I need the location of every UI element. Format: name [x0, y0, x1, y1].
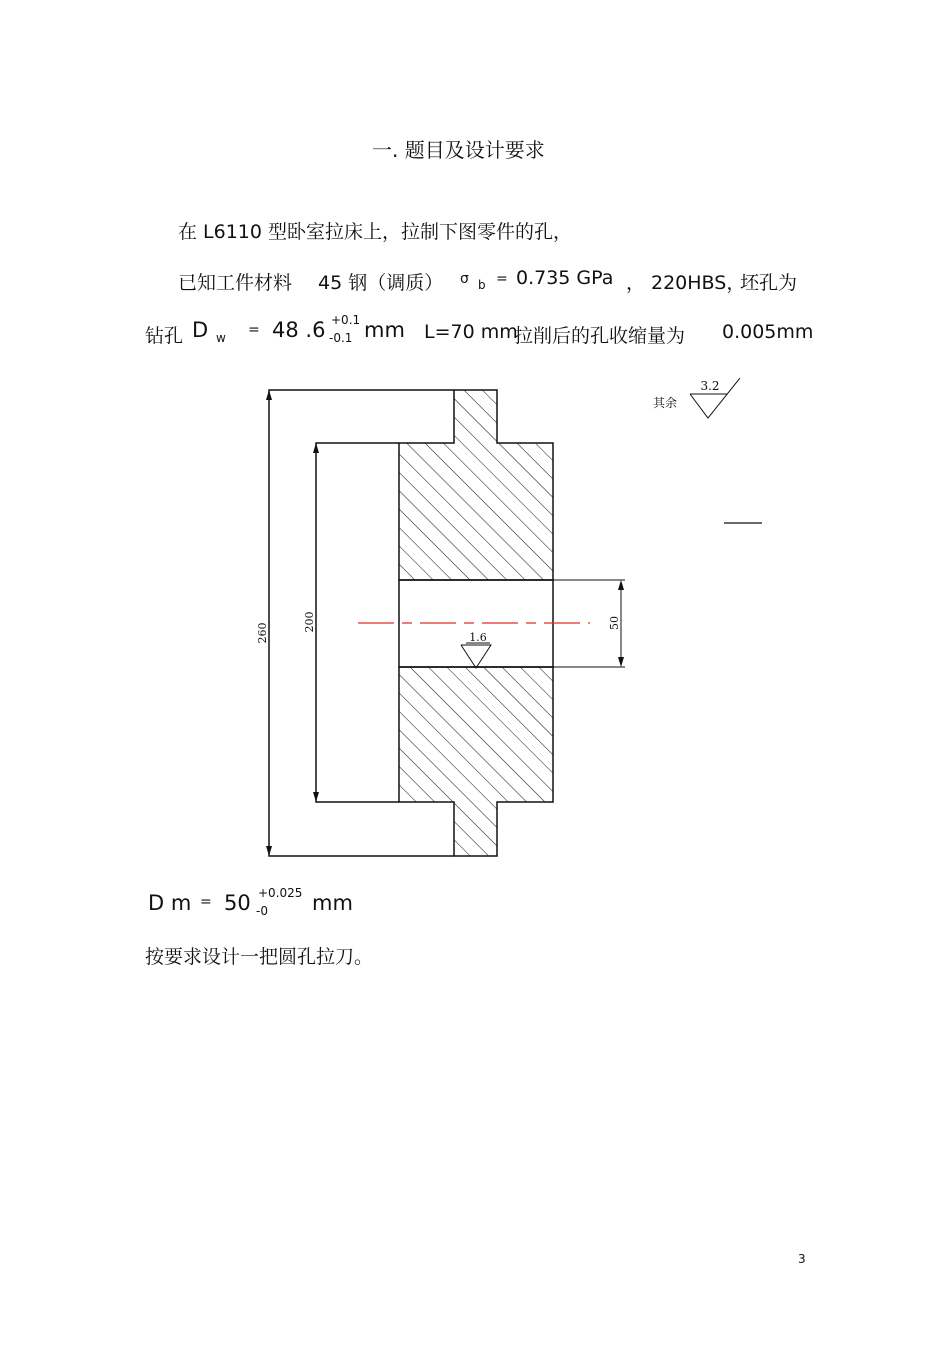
line2-comma: ， — [626, 272, 646, 294]
shrinkage-label: 拉削后的孔收缩量为 — [514, 325, 686, 347]
hardness-value: 220HBS， — [651, 272, 746, 294]
material-value: 45 钢（调质） — [318, 272, 444, 294]
roughness-other-value: 3.2 — [700, 379, 720, 393]
section-title: 一. 题目及设计要求 — [372, 138, 545, 162]
task-line: 按要求设计一把圆孔拉刀。 — [145, 946, 374, 968]
dim-200-arrow-top — [313, 443, 319, 453]
dm-unit: mm — [312, 891, 353, 915]
dim-200-arrow-bottom — [313, 792, 319, 802]
dm-symbol: D m — [148, 891, 192, 915]
dim-50-arrow-bottom — [618, 657, 624, 667]
dw-equals: = — [248, 322, 260, 338]
dm-equals: = — [200, 894, 212, 910]
dw-tolerance-lower: -0.1 — [329, 331, 353, 345]
sigma-subscript: b — [478, 278, 486, 292]
material-label: 已知工件材料 — [178, 272, 293, 294]
dim-260-arrow-bottom — [266, 846, 272, 856]
drill-label: 钻孔 — [145, 325, 184, 347]
intro-line: 在 L6110 型卧室拉床上，拉制下图零件的孔， — [178, 221, 573, 243]
hub-section-upper — [399, 390, 553, 580]
blank-hole-label: 坯孔为 — [740, 272, 798, 294]
sigma-value: 0.735 GPa — [516, 267, 614, 289]
dw-tolerance-upper: +0.1 — [331, 313, 361, 327]
page-number: 3 — [798, 1252, 806, 1266]
sigma-equals: = — [496, 271, 508, 287]
dw-value: 48 .6 — [272, 318, 326, 342]
roughness-center-icon — [461, 645, 491, 668]
roughness-other-label: 其余 — [653, 396, 678, 410]
hub-section-lower — [399, 667, 553, 856]
dw-unit: mm — [364, 318, 405, 342]
dw-subscript: w — [216, 331, 226, 345]
dw-symbol: D — [192, 318, 209, 342]
dim-260-arrow-top — [266, 390, 272, 400]
dim-200-label: 200 — [303, 611, 316, 633]
roughness-center-value: 1.6 — [469, 631, 487, 644]
dm-value: 50 — [224, 891, 251, 915]
dim-260-label: 260 — [256, 622, 269, 644]
dim-50-label: 50 — [608, 616, 621, 630]
dm-tolerance-upper: +0.025 — [258, 886, 303, 900]
dim-50-arrow-top — [618, 580, 624, 590]
dm-tolerance-lower: -0 — [256, 904, 268, 918]
shrinkage-value: 0.005mm — [722, 321, 814, 343]
sigma-symbol: σ — [460, 271, 469, 287]
length-value: L=70 mm — [424, 321, 518, 343]
